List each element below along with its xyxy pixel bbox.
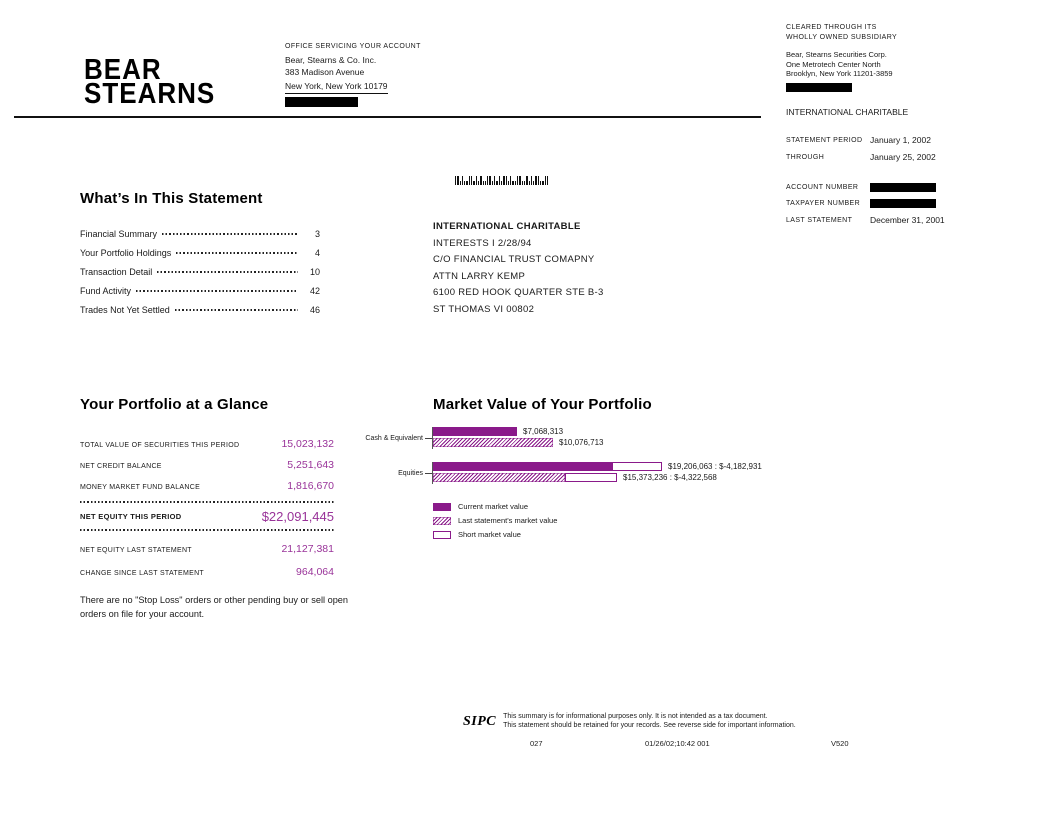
toc-item-label: Fund Activity xyxy=(80,286,132,296)
toc-item xyxy=(80,286,320,296)
statement-period-label: STATEMENT PERIOD xyxy=(786,136,863,144)
glance-row xyxy=(80,438,334,450)
table-of-contents xyxy=(80,190,320,324)
clearing-block xyxy=(786,23,908,118)
recipient-line: C/O FINANCIAL TRUST COMAPNY xyxy=(433,254,595,265)
barcode-bar xyxy=(540,181,541,185)
clearing-street: One Metrotech Center North xyxy=(786,59,881,69)
last-statement-label: LAST STATEMENT xyxy=(786,216,853,224)
toc-item xyxy=(80,267,320,277)
glance-row xyxy=(80,459,334,471)
category-tick xyxy=(425,473,432,474)
barcode-bar xyxy=(517,176,518,185)
bar-segment-short xyxy=(612,462,662,471)
chart-legend xyxy=(433,502,762,539)
barcode-bar xyxy=(531,176,532,185)
glance-row xyxy=(80,480,334,492)
bar-cash-current xyxy=(433,427,604,436)
toc-item-label: Transaction Detail xyxy=(80,267,153,277)
legend-label: Current market value xyxy=(458,502,529,511)
chart-category xyxy=(344,435,432,442)
legend-item-current xyxy=(433,502,762,511)
barcode-bar xyxy=(510,176,511,185)
legend-label: Last statement's market value xyxy=(458,516,558,525)
barcode-bar xyxy=(545,176,546,185)
disclaimer-line-1: This summary is for informational purposes only. It is not intended as a tax document. xyxy=(503,713,768,720)
barcode-bar xyxy=(501,181,502,185)
bar-group xyxy=(432,462,762,484)
bar-value-label: $15,373,236 : $-4,322,568 xyxy=(623,473,717,482)
barcode-bar xyxy=(455,176,456,185)
barcode-bar xyxy=(473,181,474,185)
recipient-line: INTERESTS I 2/28/94 xyxy=(433,237,532,249)
bar-equities-last xyxy=(433,473,762,482)
logo-line-stearns: STEARNS xyxy=(84,76,216,110)
toc-item xyxy=(80,248,320,258)
toc-item-label: Trades Not Yet Settled xyxy=(80,305,170,315)
barcode-bar xyxy=(512,181,513,185)
barcode-bar xyxy=(547,176,548,185)
toc-page-number: 46 xyxy=(309,305,320,315)
office-company: Bear, Stearns & Co. Inc. xyxy=(285,54,377,65)
bear-stearns-logo xyxy=(84,52,216,110)
barcode-bar xyxy=(542,181,543,185)
footer-code-left: 027 xyxy=(530,739,543,748)
barcode-bar xyxy=(469,176,470,185)
toc-item-label: Financial Summary xyxy=(80,229,158,239)
barcode-bar xyxy=(508,181,509,185)
glance-row-label: CHANGE SINCE LAST STATEMENT xyxy=(80,570,205,577)
toc-title: What’s In This Statement xyxy=(80,190,263,207)
glance-row-value: 964,064 xyxy=(296,566,334,578)
office-label: OFFICE SERVICING YOUR ACCOUNT xyxy=(285,43,421,50)
header-divider xyxy=(14,116,761,118)
through-label: THROUGH xyxy=(786,153,825,161)
recipient-line: ST THOMAS VI 00802 xyxy=(433,303,535,315)
toc-item xyxy=(80,229,320,239)
dot-leader xyxy=(175,309,298,311)
toc-page-number: 3 xyxy=(314,229,320,239)
net-equity-label: NET EQUITY THIS PERIOD xyxy=(80,512,182,521)
portfolio-glance xyxy=(80,396,334,587)
clearing-company: Bear, Stearns Securities Corp. xyxy=(786,50,887,59)
account-number-label: ACCOUNT NUMBER xyxy=(786,184,859,191)
account-number-row xyxy=(786,183,945,192)
legend-item-last xyxy=(433,516,762,525)
glance-row xyxy=(80,566,334,578)
taxpayer-number-row xyxy=(786,199,945,208)
taxpayer-number-label: TAXPAYER NUMBER xyxy=(786,200,861,207)
account-name: INTERNATIONAL CHARITABLE xyxy=(786,106,909,117)
glance-title: Your Portfolio at a Glance xyxy=(80,396,269,413)
through-value: January 25, 2002 xyxy=(870,152,936,162)
bar-value-label: $7,068,313 xyxy=(523,427,564,436)
barcode-bar xyxy=(464,181,465,185)
redaction-bar xyxy=(285,97,358,107)
net-equity-row xyxy=(80,509,334,524)
recipient-line: 6100 RED HOOK QUARTER STE B-3 xyxy=(433,287,604,298)
last-statement-row xyxy=(786,215,945,225)
barcode-bar xyxy=(487,176,488,185)
legend-item-short xyxy=(433,530,762,539)
disclaimer-line-2: This statement should be retained for your records. See reverse side for important information. xyxy=(503,721,796,729)
dot-leader xyxy=(157,271,298,273)
glance-row-value: 21,127,381 xyxy=(281,543,334,555)
stop-loss-note: There are no "Stop Loss" orders or other pending buy or sell open orders on file for your account. xyxy=(80,595,349,619)
redaction-bar xyxy=(870,183,936,192)
logo-line-bear: BEAR xyxy=(84,52,162,86)
barcode-bar xyxy=(466,181,467,185)
last-statement-value: December 31, 2001 xyxy=(870,215,945,225)
toc-item xyxy=(80,305,320,315)
footer-code-center: 01/26/02;10:42 001 xyxy=(645,739,710,748)
barcode-bar xyxy=(494,176,495,185)
footer-code-right: V520 xyxy=(831,739,849,748)
bar-segment-current xyxy=(433,427,517,436)
through-row xyxy=(786,152,945,162)
bar-cash-last xyxy=(433,438,604,447)
redaction-bar xyxy=(786,83,852,92)
redaction-bar xyxy=(870,199,936,208)
bar-value-label: $19,206,063 : $-4,182,931 xyxy=(668,462,762,471)
office-city: New York, New York 10179 xyxy=(285,80,388,95)
clearing-label-1: CLEARED THROUGH ITS xyxy=(786,24,877,31)
glance-row xyxy=(80,543,334,555)
barcode-bar xyxy=(483,181,484,185)
recipient-line: INTERNATIONAL CHARITABLE xyxy=(433,221,581,232)
barcode-bar xyxy=(499,176,500,185)
legend-swatch-solid xyxy=(433,503,451,511)
barcode-bar xyxy=(457,176,458,185)
glance-row-value: 15,023,132 xyxy=(281,438,334,450)
barcode-bar xyxy=(533,181,534,185)
glance-row-value: 1,816,670 xyxy=(287,480,334,492)
office-street: 383 Madison Avenue xyxy=(285,67,365,77)
portfolio-chart xyxy=(344,427,762,544)
chart-category xyxy=(344,470,432,477)
clearing-city: Brooklyn, New York 11201-3859 xyxy=(786,69,893,78)
barcode-bar xyxy=(489,176,490,185)
recipient-address xyxy=(433,219,604,318)
footer-disclaimer xyxy=(463,713,796,730)
barcode-bar xyxy=(478,181,479,185)
barcode-bar xyxy=(480,176,481,185)
disclaimer-text xyxy=(503,713,796,730)
bar-equities-current xyxy=(433,462,762,471)
toc-item-label: Your Portfolio Holdings xyxy=(80,248,172,258)
office-address-block xyxy=(285,41,421,112)
barcode-bar xyxy=(460,181,461,185)
dot-leader xyxy=(176,252,298,254)
dot-leader xyxy=(162,233,298,235)
dotted-divider xyxy=(80,501,334,503)
legend-label: Short market value xyxy=(458,530,521,539)
glance-row-label: MONEY MARKET FUND BALANCE xyxy=(80,484,201,491)
barcode-bar xyxy=(522,181,523,185)
barcode-bar xyxy=(515,181,516,185)
glance-row-label: NET CREDIT BALANCE xyxy=(80,463,162,470)
chart-category-row xyxy=(344,462,762,484)
sipc-logo: SIPC xyxy=(463,713,497,729)
dotted-divider xyxy=(80,529,334,531)
dot-leader xyxy=(136,290,298,292)
statement-period-value: January 1, 2002 xyxy=(870,135,931,145)
legend-swatch-hatched xyxy=(433,517,451,525)
net-equity-value: $22,091,445 xyxy=(261,509,334,524)
chart-category-row xyxy=(344,427,762,449)
legend-swatch-short xyxy=(433,531,451,539)
barcode-bar xyxy=(471,176,472,185)
toc-page-number: 10 xyxy=(309,267,320,277)
barcode-bar xyxy=(476,176,477,185)
barcode-bar xyxy=(485,181,486,185)
recipient-line: ATTN LARRY KEMP xyxy=(433,270,526,282)
barcode-bar xyxy=(503,176,504,185)
bar-segment-last xyxy=(433,438,553,447)
barcode-bar xyxy=(524,181,525,185)
toc-page-number: 42 xyxy=(309,286,320,296)
toc-page-number: 4 xyxy=(314,248,320,258)
statement-meta xyxy=(786,135,945,232)
statement-period-row xyxy=(786,135,945,145)
barcode-bar xyxy=(519,176,520,185)
chart-title: Market Value of Your Portfolio xyxy=(433,396,652,413)
bar-group xyxy=(432,427,604,449)
barcode-bar xyxy=(538,176,539,185)
barcode-bar xyxy=(496,181,497,185)
glance-row-label: NET EQUITY LAST STATEMENT xyxy=(80,547,192,554)
barcode-bar xyxy=(506,176,507,185)
barcode-bar xyxy=(492,181,493,185)
barcode-bar xyxy=(462,176,463,185)
glance-row-label: TOTAL VALUE OF SECURITIES THIS PERIOD xyxy=(80,442,240,449)
chart-category-label: Equities xyxy=(398,469,423,477)
glance-row-value: 5,251,643 xyxy=(287,459,334,471)
chart-category-label: Cash & Equivalent xyxy=(365,434,423,442)
barcode-bar xyxy=(529,181,530,185)
bar-segment-short xyxy=(565,473,617,482)
bar-segment-last xyxy=(433,473,565,482)
barcode-bar xyxy=(535,176,536,185)
postal-barcode xyxy=(455,176,548,185)
clearing-label-2: WHOLLY OWNED SUBSIDIARY xyxy=(786,34,898,41)
category-tick xyxy=(425,438,432,439)
bar-segment-current xyxy=(433,462,612,471)
barcode-bar xyxy=(526,176,527,185)
bar-value-label: $10,076,713 xyxy=(559,438,604,447)
